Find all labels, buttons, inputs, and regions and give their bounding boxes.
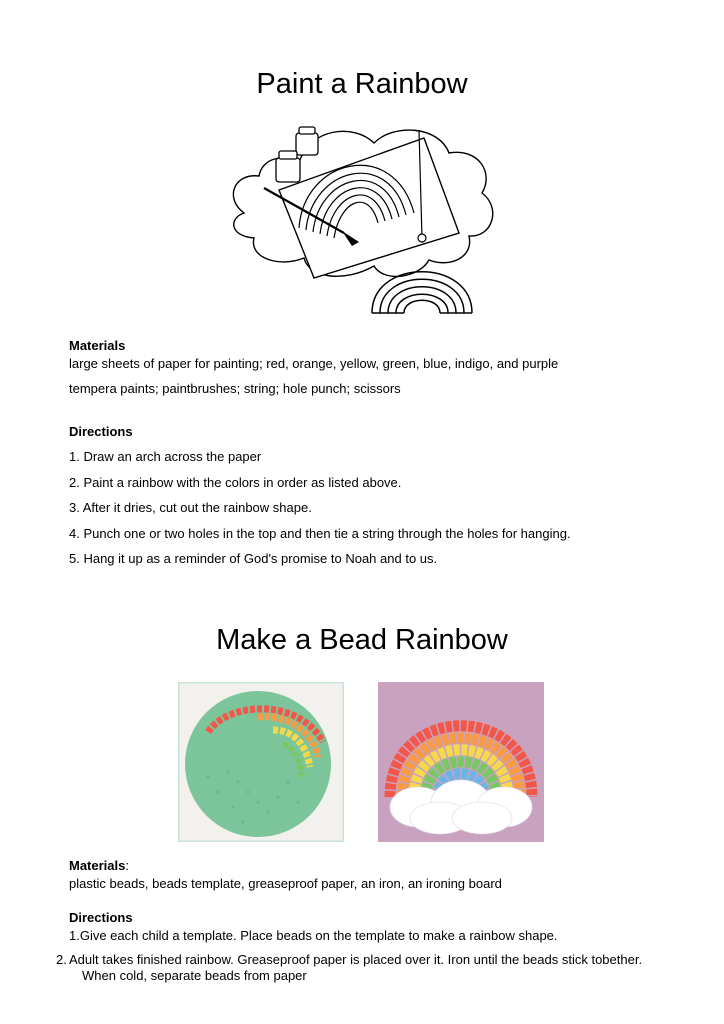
bead-step-1-text: Give each child a template. Place beads on the template to make a rainbow shape. [79,928,558,943]
materials-text-2: plastic beads, beads template, greaseproof paper, an iron, an ironing board [69,876,502,891]
materials-heading-2-row [69,858,129,873]
direction-step-2: 2. Paint a rainbow with the colors in order as listed above. [69,475,402,490]
bead-step-1 [69,928,649,944]
directions-heading-2: Directions [69,910,133,925]
direction-step-1: 1. Draw an arch across the paper [69,449,262,464]
paint-rainbow-title: Paint a Rainbow [256,68,468,100]
materials-heading-1: Materials [69,338,126,353]
paint-rainbow-illustration [224,118,502,318]
materials-colon: : [125,858,129,873]
bead-template-photo [178,682,344,842]
directions-heading-1: Directions [69,424,133,439]
bead-step-1-num: 1. [69,928,80,943]
materials-text-1b: tempera paints; paintbrushes; string; hole punch; scissors [69,381,401,396]
bead-step-2-text: Adult takes finished rainbow. Greaseproof paper is placed over it. Iron until the beads stick tobether. When cold, separate beads from paper [69,952,643,983]
finished-bead-rainbow-photo [378,682,544,842]
materials-heading-2: Materials [69,858,126,873]
direction-step-3: 3. After it dries, cut out the rainbow shape. [69,500,312,515]
materials-text-1a: large sheets of paper for painting; red, orange, yellow, green, blue, indigo, and purple [69,356,559,371]
direction-step-5: 5. Hang it up as a reminder of God's promise to Noah and to us. [69,551,438,566]
bead-step-2: 2. Adult takes finished rainbow. Greaseproof paper is placed over it. Iron until the beads stick tobether. When cold, separate beads from paper [56,952,643,983]
bead-rainbow-title: Make a Bead Rainbow [216,624,508,656]
direction-step-4: 4. Punch one or two holes in the top and then tie a string through the holes for hanging. [69,526,571,541]
